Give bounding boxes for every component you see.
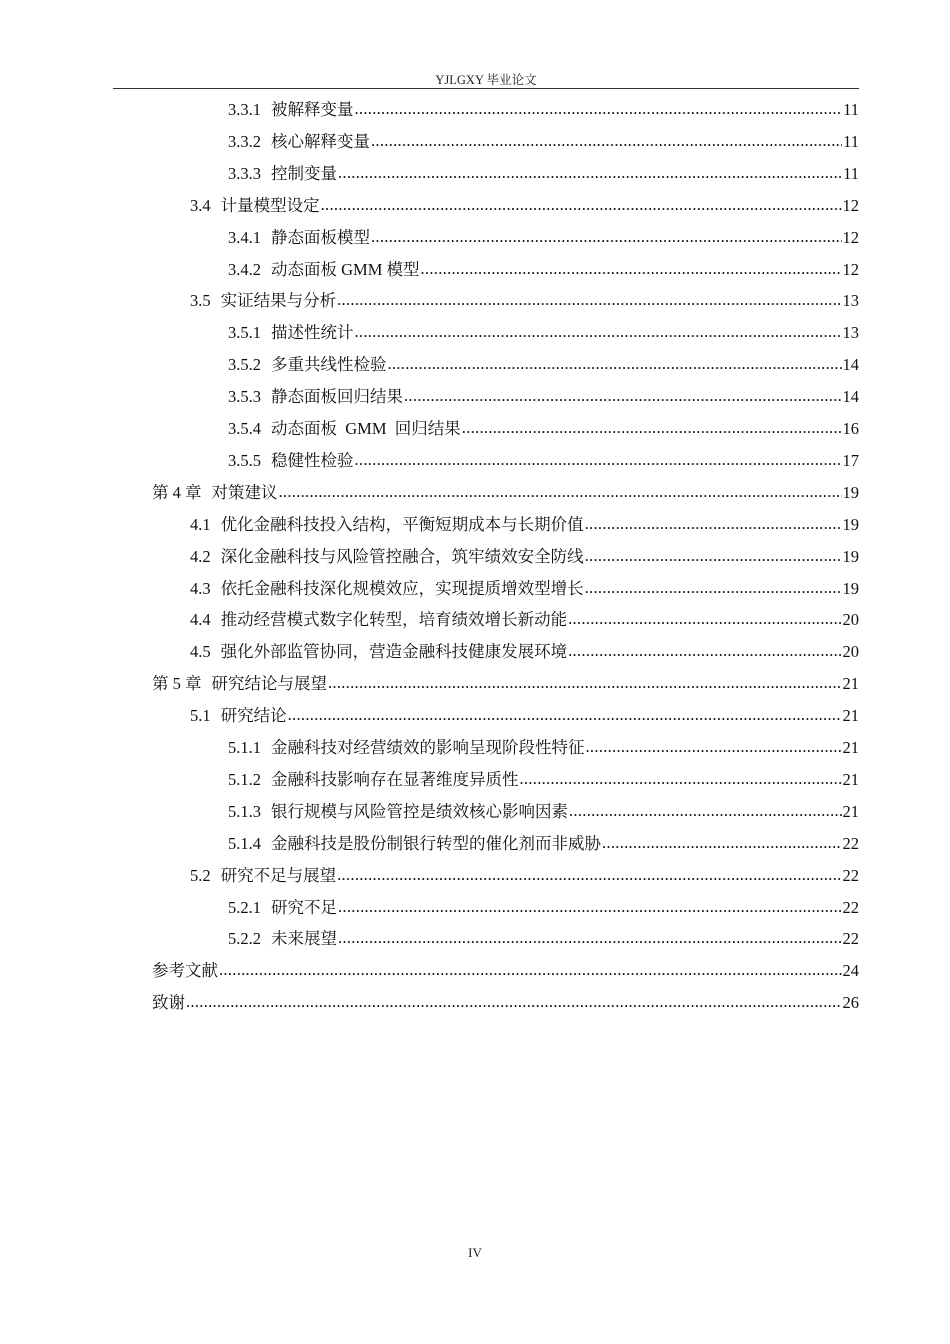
toc-entry-title: 动态面板 GMM 模型 (271, 259, 420, 279)
toc-dot-leader (520, 763, 842, 795)
toc-entry-title: 银行规模与风险管控是绩效核心影响因素 (271, 801, 568, 821)
toc-entry-number: 4.1 (190, 514, 211, 534)
toc-entry[interactable] (190, 285, 859, 317)
toc-dot-leader (585, 572, 842, 604)
toc-entry-number: 5.2.2 (228, 929, 261, 949)
toc-dot-leader (602, 827, 842, 859)
toc-entry-title: 控制变量 (271, 163, 337, 183)
toc-entry-title: 描述性统计 (271, 323, 354, 343)
toc-entry[interactable] (228, 796, 859, 828)
toc-entry-number: 3.5.1 (228, 323, 261, 343)
toc-entry[interactable] (228, 828, 859, 860)
toc-entry-label (228, 381, 403, 413)
toc-entry-page: 22 (842, 833, 859, 853)
toc-entry[interactable] (228, 158, 859, 190)
toc-entry-number: 5.1.2 (228, 769, 261, 789)
toc-entry-label (228, 413, 461, 445)
toc-dot-leader (186, 986, 842, 1018)
toc-entry-title: 对策建议 (211, 482, 278, 502)
toc-entry-title: 静态面板回归结果 (271, 387, 403, 407)
toc-entry[interactable] (228, 892, 859, 924)
toc-entry-title: 研究结论 (220, 706, 287, 726)
toc-entry-number: 5.1.3 (228, 801, 261, 821)
toc-dot-leader (219, 954, 842, 986)
toc-entry-number: 3.3.3 (228, 163, 261, 183)
header-divider (113, 88, 859, 89)
toc-dot-leader (371, 125, 842, 157)
toc-entry-title: 强化外部监管协同，营造金融科技健康发展环境 (220, 642, 568, 662)
toc-entry-number: 3.4.2 (228, 259, 261, 279)
toc-dot-leader (404, 380, 842, 412)
toc-dot-leader (355, 444, 842, 476)
toc-entry-number: 第 4 章 (152, 482, 202, 502)
toc-entry[interactable] (228, 222, 859, 254)
toc-entry-title: 金融科技是股份制银行转型的催化剂而非威胁 (271, 833, 601, 853)
toc-dot-leader (569, 795, 842, 827)
toc-entry-label (190, 509, 584, 541)
toc-entry[interactable] (190, 604, 859, 636)
toc-entry-number: 3.3.1 (228, 100, 261, 119)
toc-entry-page: 13 (842, 291, 859, 311)
toc-dot-leader (279, 476, 842, 508)
toc-dot-leader (338, 891, 842, 923)
toc-entry[interactable] (152, 987, 859, 1019)
toc-entry-page: 11 (843, 100, 859, 119)
toc-dot-leader (585, 540, 842, 572)
toc-entry[interactable] (190, 860, 859, 892)
toc-entry-number: 3.3.2 (228, 131, 261, 151)
toc-entry[interactable] (152, 955, 859, 987)
toc-entry-label (190, 285, 336, 317)
toc-entry-label (190, 190, 320, 222)
toc-entry-page: 20 (842, 610, 859, 630)
toc-entry-page: 21 (842, 674, 859, 694)
page-header: YJLGXY 毕业论文 (435, 73, 537, 87)
toc-entry-page: 20 (842, 642, 859, 662)
toc-entry-page: 24 (842, 961, 859, 981)
toc-entry-title: 未来展望 (271, 929, 337, 949)
toc-dot-leader (337, 859, 841, 891)
toc-entry-label (152, 668, 327, 700)
toc-entry[interactable] (190, 190, 859, 222)
toc-entry-title: 金融科技对经营绩效的影响呈现阶段性特征 (271, 738, 585, 757)
toc-dot-leader (586, 731, 842, 763)
toc-entry-label (228, 764, 519, 796)
toc-entry-number: 5.1.1 (228, 738, 261, 757)
toc-entry[interactable] (228, 349, 859, 381)
toc-entry-title: 核心解释变量 (271, 131, 370, 151)
toc-entry-title: 被解释变量 (271, 100, 354, 119)
toc-entry[interactable] (228, 126, 859, 158)
toc-entry-label (228, 923, 337, 955)
toc-entry-label (228, 158, 337, 190)
toc-entry-label (228, 94, 354, 126)
toc-entry-page: 11 (843, 131, 859, 151)
toc-dot-leader (337, 284, 841, 316)
toc-entry[interactable] (190, 700, 859, 732)
toc-dot-leader (321, 189, 842, 221)
toc-dot-leader (568, 603, 841, 635)
toc-entry-title: 推动经营模式数字化转型，培育绩效增长新动能 (220, 610, 568, 630)
toc-entry[interactable] (228, 923, 859, 955)
toc-entry-page: 21 (842, 738, 859, 757)
toc-entry-page: 26 (842, 993, 859, 1013)
toc-entry-title: 深化金融科技与风险管控融合，筑牢绩效安全防线 (220, 546, 584, 566)
toc-dot-leader (462, 412, 842, 444)
toc-entry-page: 11 (843, 163, 859, 183)
toc-entry[interactable] (228, 317, 859, 349)
toc-entry-label (190, 541, 584, 573)
toc-entry-title: 计量模型设定 (220, 195, 320, 215)
toc-entry-label (190, 636, 567, 668)
toc-entry-label (190, 604, 567, 636)
toc-dot-leader (355, 316, 842, 348)
toc-entry-label (228, 222, 370, 254)
toc-entry[interactable] (190, 541, 859, 573)
toc-entry-title: 静态面板模型 (271, 227, 370, 247)
toc-dot-leader (328, 667, 842, 699)
toc-entry-page: 22 (842, 897, 859, 917)
toc-entry[interactable] (228, 413, 859, 445)
toc-entry[interactable] (152, 477, 859, 509)
toc-entry-page: 12 (842, 259, 859, 279)
toc-entry-title: 动态面板 GMM 回归结果 (271, 419, 461, 438)
toc-entry-label (152, 955, 218, 987)
toc-dot-leader (338, 157, 842, 189)
toc-entry-page: 19 (842, 514, 859, 534)
toc-entry[interactable] (228, 254, 859, 286)
toc-entry-title: 依托金融科技深化规模效应，实现提质增效型增长 (220, 578, 584, 598)
toc-entry-number: 3.5.5 (228, 450, 261, 470)
toc-dot-leader (355, 93, 843, 125)
toc-dot-leader (288, 699, 842, 731)
toc-dot-leader (568, 635, 841, 667)
toc-entry-number: 3.5.3 (228, 387, 261, 407)
toc-entry-label (228, 126, 370, 158)
toc-entry[interactable] (152, 668, 859, 700)
toc-entry-page: 19 (842, 546, 859, 566)
toc-entry-label (228, 796, 568, 828)
toc-entry-label (190, 700, 287, 732)
toc-entry-number: 5.2.1 (228, 897, 261, 917)
toc-entry[interactable] (190, 573, 859, 605)
toc-entry-number: 4.2 (190, 546, 211, 566)
toc-entry-title: 研究结论与展望 (211, 674, 327, 694)
toc-entry-number: 3.4 (190, 195, 211, 215)
toc-entry-page: 14 (842, 355, 859, 375)
toc-entry[interactable] (228, 764, 859, 796)
toc-dot-leader (371, 221, 842, 253)
toc-entry-number: 4.4 (190, 610, 211, 630)
toc-entry-number: 3.5.2 (228, 355, 261, 375)
toc-entry-number: 5.1 (190, 706, 211, 726)
toc-entry-label (190, 573, 584, 605)
toc-entry-title: 优化金融科技投入结构，平衡短期成本与长期价值 (220, 514, 584, 534)
toc-entry-title: 稳健性检验 (271, 450, 354, 470)
toc-entry-page: 19 (842, 482, 859, 502)
toc-entry-page: 21 (842, 769, 859, 789)
toc-entry-page: 17 (842, 450, 859, 470)
toc-entry-page: 22 (842, 865, 859, 885)
toc-entry-label (228, 254, 420, 286)
toc-dot-leader (338, 922, 842, 954)
toc-entry-page: 14 (842, 387, 859, 407)
toc-entry[interactable] (190, 509, 859, 541)
toc-entry-label (228, 317, 354, 349)
toc-entry-title: 金融科技影响存在显著维度异质性 (271, 769, 519, 789)
toc-entry-number: 3.4.1 (228, 227, 261, 247)
toc-entry-label (228, 349, 387, 381)
toc-entry-page: 12 (842, 227, 859, 247)
toc-entry-label (228, 828, 601, 860)
toc-entry-page: 13 (842, 323, 859, 343)
toc-entry-page: 19 (842, 578, 859, 598)
toc-entry-page: 21 (842, 706, 859, 726)
toc-entry-title: 多重共线性检验 (271, 355, 387, 375)
toc-entry-number: 第 5 章 (152, 674, 202, 694)
toc-entry-label (152, 477, 278, 509)
toc-dot-leader (585, 508, 842, 540)
toc-entry-label (228, 732, 585, 764)
page-number: IV (468, 1245, 482, 1260)
toc-entry-number: 4.5 (190, 642, 211, 662)
toc-entry[interactable] (228, 94, 859, 126)
toc-entry-number: 5.1.4 (228, 833, 261, 853)
toc-entry-number: 3.5.4 (228, 419, 261, 438)
toc-entry-number: 3.5 (190, 291, 211, 311)
toc-entry-page: 16 (842, 419, 859, 438)
toc-entry[interactable] (190, 636, 859, 668)
toc-entry-number: 5.2 (190, 865, 211, 885)
toc-entry-label (228, 445, 354, 477)
toc-entry-label (152, 987, 185, 1019)
toc-entry-label (228, 892, 337, 924)
toc-entry-page: 22 (842, 929, 859, 949)
toc-entry[interactable] (228, 445, 859, 477)
toc-entry-page: 21 (842, 801, 859, 821)
toc-entry-title: 研究不足与展望 (220, 865, 337, 885)
toc-entry-label (190, 860, 336, 892)
toc-entry-page: 12 (842, 195, 859, 215)
toc-dot-leader (421, 253, 842, 285)
toc-entry-title: 致谢 (152, 993, 185, 1013)
toc-entry-title: 实证结果与分析 (220, 291, 337, 311)
toc-entry-title: 参考文献 (152, 961, 218, 981)
toc-entry-number: 4.3 (190, 578, 211, 598)
toc-entry[interactable] (228, 732, 859, 764)
toc-entry[interactable] (228, 381, 859, 413)
toc-dot-leader (388, 348, 842, 380)
toc-entry-title: 研究不足 (271, 897, 337, 917)
